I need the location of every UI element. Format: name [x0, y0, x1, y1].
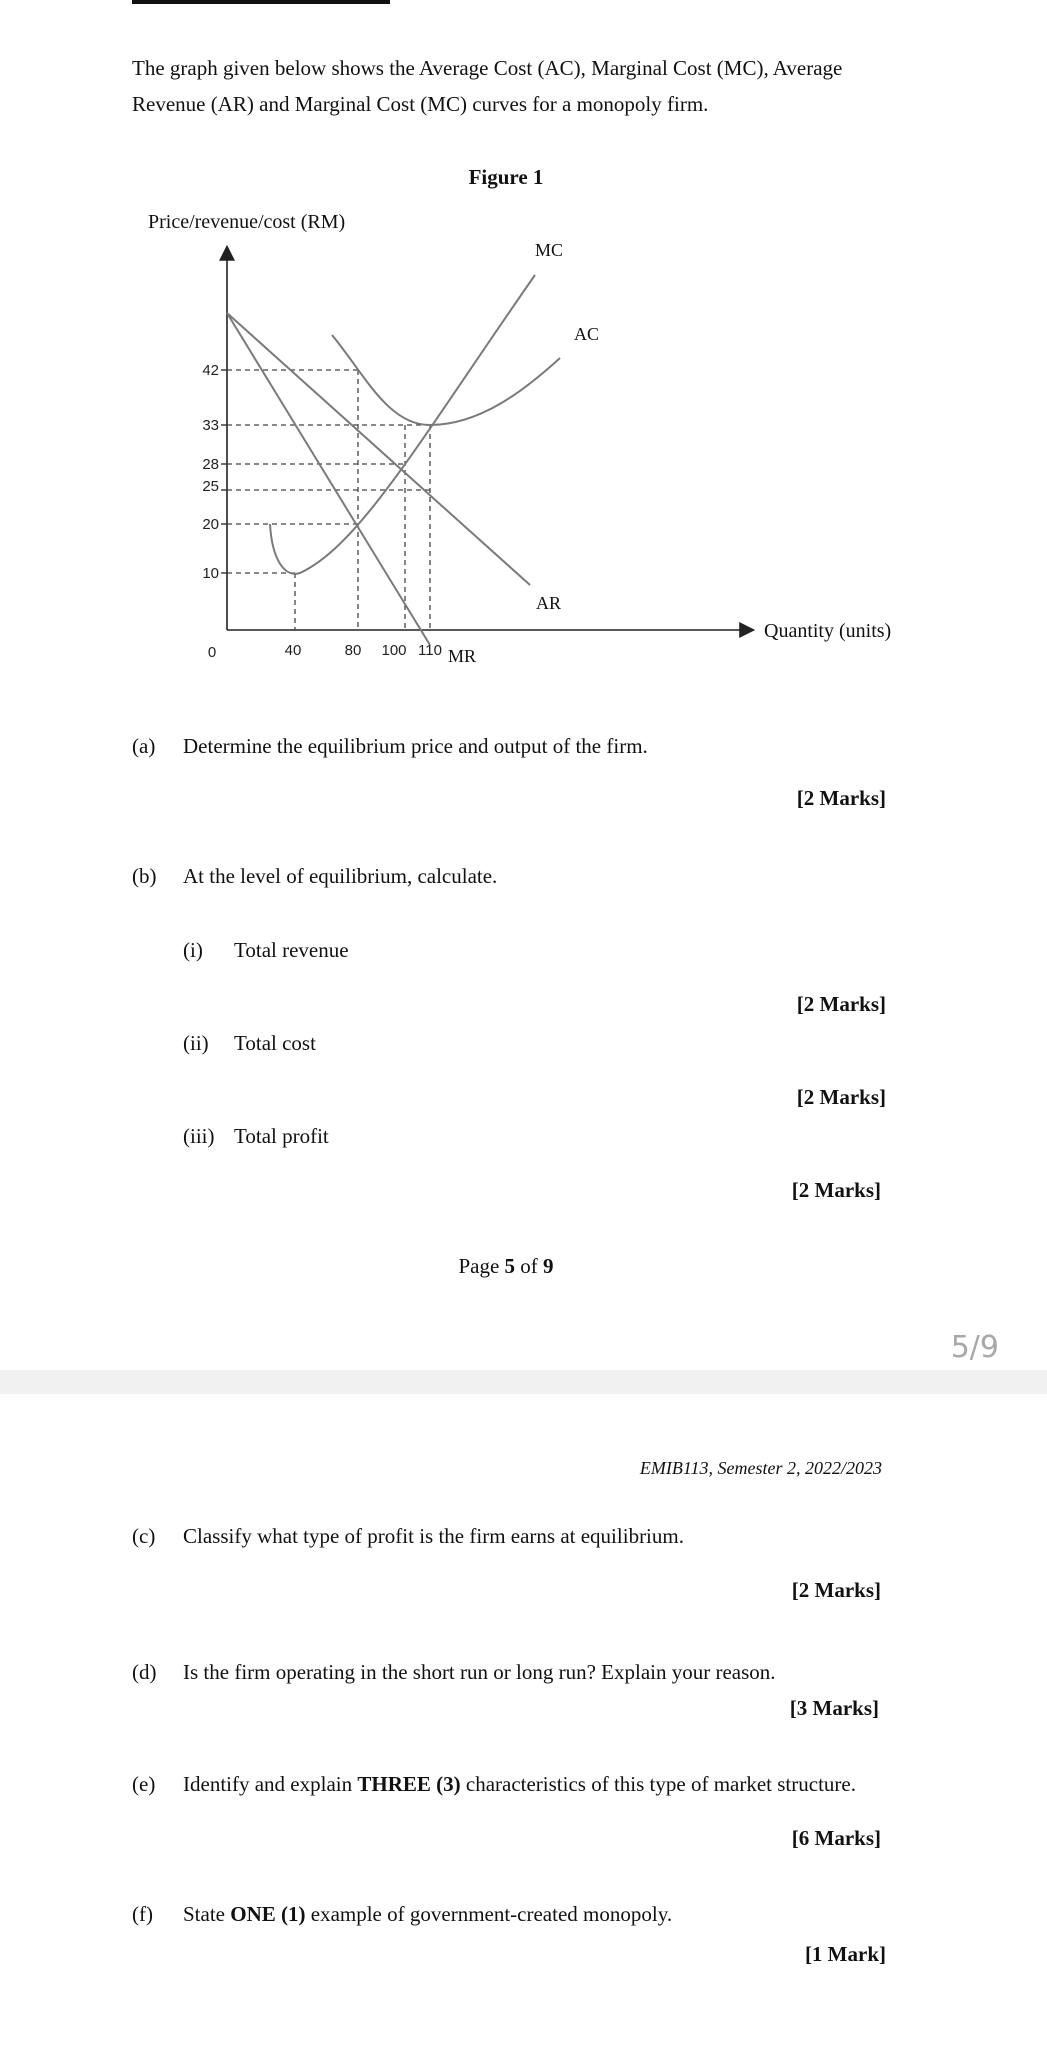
- figure-title: Figure 1: [468, 165, 544, 189]
- xtick-label-110: 110: [418, 642, 442, 659]
- question-f-marks: [1 Mark]: [804, 1942, 886, 1966]
- question-d-marks: [3 Marks]: [789, 1696, 879, 1720]
- question-e-text-post: characteristics of this type of market structure.: [460, 1772, 856, 1796]
- question-b-iii-text: Total profit: [234, 1124, 329, 1148]
- x-axis-title: Quantity (units): [764, 620, 892, 642]
- ar-label: AR: [536, 593, 562, 613]
- top-rule: [132, 0, 390, 4]
- question-e-text-pre: Identify and explain: [183, 1772, 358, 1796]
- xtick-label-40: 40: [284, 642, 302, 659]
- question-d-text: Is the firm operating in the short run or long run? Explain your reason.: [183, 1660, 776, 1684]
- ytick-label-28: 28: [202, 456, 219, 473]
- question-c-text: Classify what type of profit is the firm earns at equilibrium.: [183, 1524, 684, 1548]
- y-axis-title: Price/revenue/cost (RM): [148, 211, 346, 233]
- question-b-iii-marks: [2 Marks]: [791, 1178, 881, 1202]
- ac-curve: [332, 335, 560, 425]
- mr-curve: [227, 313, 430, 645]
- course-header: EMIB113, Semester 2, 2022/2023: [639, 1458, 882, 1478]
- question-a-marks: [2 Marks]: [796, 786, 886, 810]
- ytick-label-33: 33: [202, 417, 219, 434]
- question-c-marks: [2 Marks]: [791, 1578, 881, 1602]
- question-f-text-post: example of government-created monopoly.: [305, 1902, 673, 1926]
- question-f-label: (f): [132, 1902, 153, 1926]
- question-a-text: Determine the equilibrium price and output of the firm.: [183, 734, 648, 758]
- question-b-i-text: Total revenue: [234, 938, 349, 962]
- question-b-i-marks: [2 Marks]: [796, 992, 886, 1016]
- question-b-ii-text: Total cost: [234, 1031, 316, 1055]
- question-e-marks: [6 Marks]: [791, 1826, 881, 1850]
- mc-label: MC: [535, 240, 564, 260]
- question-b-i-label: (i): [183, 938, 203, 962]
- question-f-text-bold: ONE (1): [230, 1902, 306, 1926]
- page-number: [0, 1254, 1012, 1279]
- document-page-6: [0, 1394, 1047, 2051]
- question-e-label: (e): [132, 1772, 156, 1796]
- question-b-ii-label: (ii): [183, 1031, 209, 1055]
- ac-label: AC: [574, 324, 600, 344]
- page-word: Page: [458, 1254, 500, 1278]
- question-b-ii-marks: [2 Marks]: [796, 1085, 886, 1109]
- ytick-label-25: 25: [202, 478, 219, 495]
- question-f-text-pre: State: [183, 1902, 231, 1926]
- question-b-label: (b): [132, 864, 157, 888]
- ytick-label-20: 20: [202, 516, 219, 533]
- question-b-iii-label: (iii): [183, 1124, 215, 1148]
- xtick-label-100: 100: [381, 642, 407, 659]
- question-f-text: [183, 1896, 672, 1932]
- question-e-text: [183, 1766, 856, 1802]
- figure-1-chart: [0, 200, 1047, 670]
- page-current: 5: [504, 1254, 516, 1278]
- page-of: of: [520, 1254, 538, 1278]
- question-c-label: (c): [132, 1524, 156, 1548]
- question-a-label: (a): [132, 734, 156, 758]
- intro-line-2: Revenue (AR) and Marginal Cost (MC) curves for a monopoly firm.: [132, 92, 709, 116]
- intro-line-1: The graph given below shows the Average Cost (AC), Marginal Cost (MC), Average: [132, 56, 843, 80]
- question-d-label: (d): [132, 1660, 157, 1684]
- ytick-label-10: 10: [202, 565, 219, 582]
- page-total: 9: [543, 1254, 554, 1278]
- origin-label: 0: [207, 644, 217, 661]
- mr-label: MR: [448, 646, 477, 666]
- ytick-label-42: 42: [202, 362, 219, 379]
- viewer-page-counter: 5/9: [950, 1330, 999, 1365]
- xtick-label-80: 80: [344, 642, 362, 659]
- question-b-text: At the level of equilibrium, calculate.: [183, 864, 498, 888]
- question-e-text-bold: THREE (3): [357, 1772, 461, 1796]
